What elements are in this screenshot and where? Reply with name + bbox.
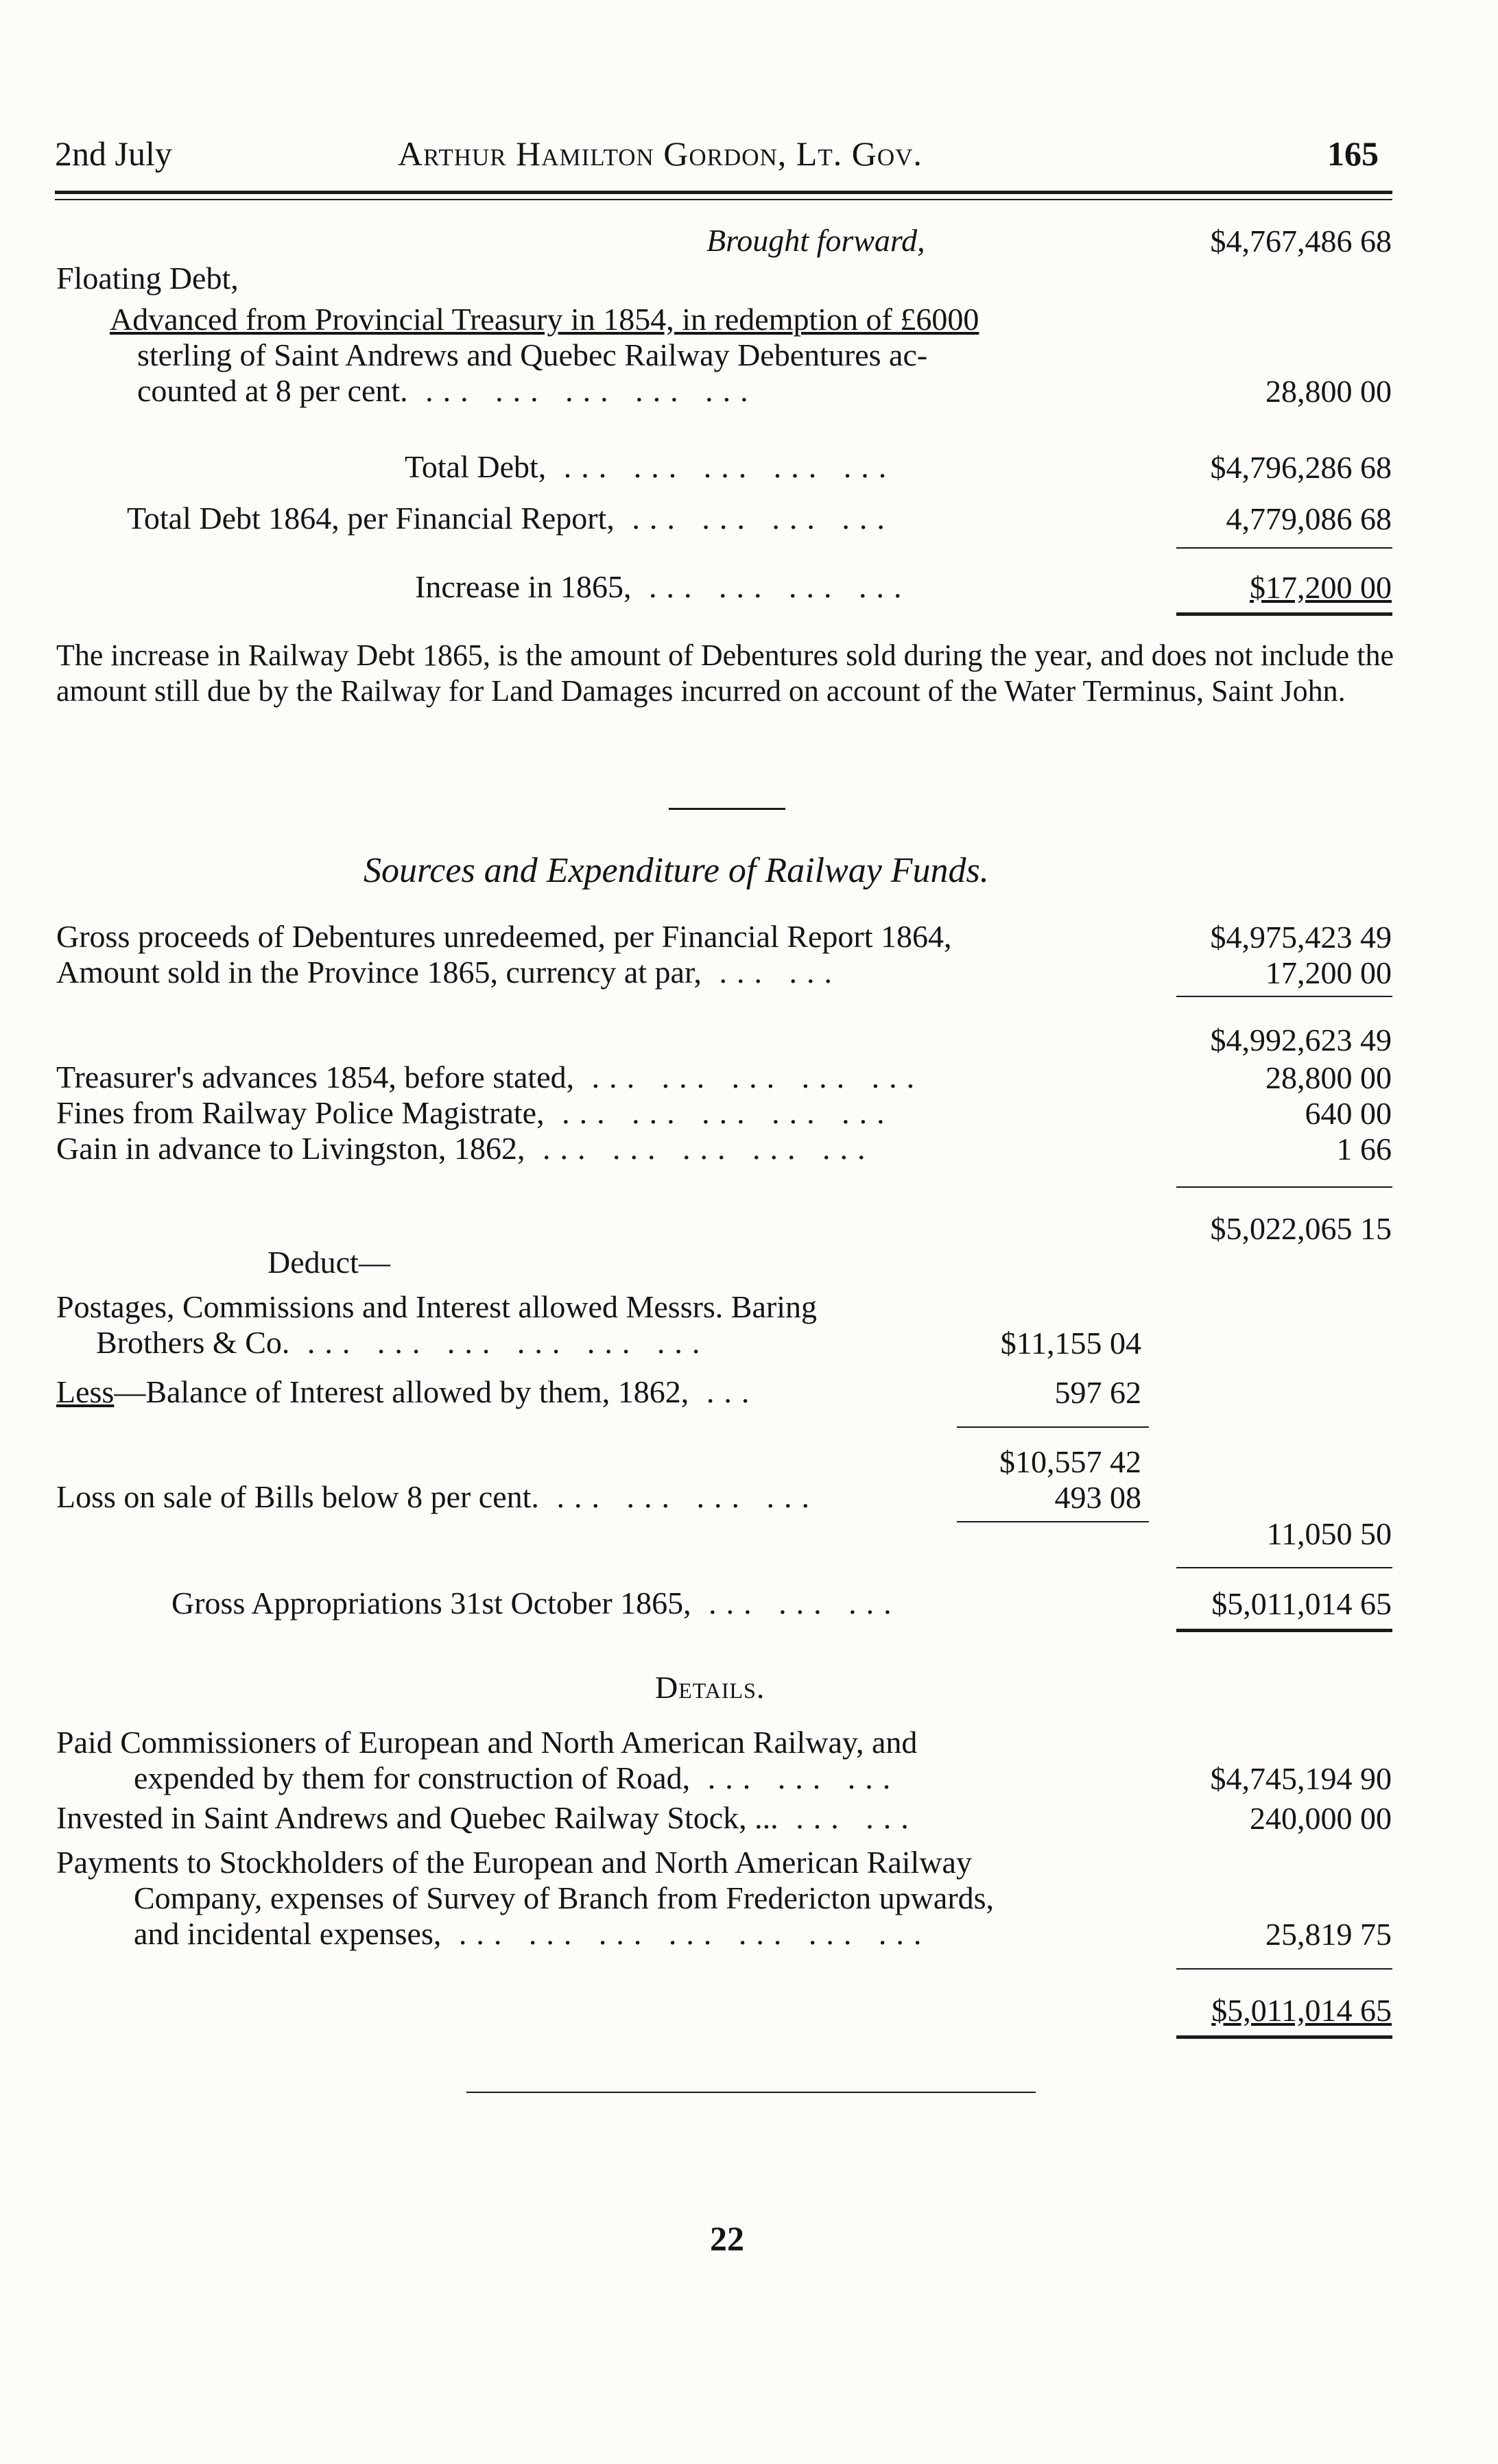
subtotal1-rule bbox=[1176, 996, 1392, 997]
brought-forward-label: Brought forward, bbox=[706, 223, 925, 258]
paid-line1: Paid Commissioners of European and North American Railway, and bbox=[56, 1725, 918, 1760]
loss-amount: 493 08 bbox=[1054, 1480, 1141, 1515]
loss-label: Loss on sale of Bills below 8 per cent. ... ... ... ... bbox=[56, 1479, 819, 1514]
less-label: Less—Balance of Interest allowed by them, 1862, ... bbox=[56, 1374, 759, 1409]
total-debt-label: Total Debt, ... ... ... ... ... bbox=[405, 449, 896, 484]
details-total-amount: $5,011,014 65 bbox=[1211, 1993, 1392, 2028]
header-rule-thin bbox=[55, 199, 1392, 200]
subtotal2-rule bbox=[1176, 1186, 1392, 1188]
page-number-top: 165 bbox=[1327, 134, 1379, 173]
sources-title: Sources and Expenditure of Railway Funds. bbox=[364, 851, 989, 890]
increase-double-rule bbox=[1176, 612, 1392, 616]
advanced-amount: 28,800 00 bbox=[1265, 374, 1392, 409]
deduct-label: Deduct— bbox=[268, 1245, 390, 1280]
floating-debt-label: Floating Debt, bbox=[56, 261, 239, 296]
treasurer-amount: 28,800 00 bbox=[1265, 1060, 1392, 1095]
subtotal2-amount: $5,022,065 15 bbox=[1210, 1211, 1392, 1246]
gross-appropriations-rule bbox=[1176, 1629, 1392, 1632]
loss-rule bbox=[957, 1521, 1149, 1522]
payments-line1: Payments to Stockholders of the European and North American Railway bbox=[56, 1845, 972, 1880]
gross-appropriations-amount: $5,011,014 65 bbox=[1211, 1586, 1392, 1621]
subtotal1-amount: $4,992,623 49 bbox=[1210, 1022, 1392, 1057]
debt-note: The increase in Railway Debt 1865, is the amount of Debentures sold during the year, and does not include the amount still due by the Railway for Land Damages incurred on account of the Water Terminus, Saint John. bbox=[56, 638, 1394, 708]
postages-amount: $11,155 04 bbox=[1000, 1326, 1141, 1361]
postages-line2: Brothers & Co. ... ... ... ... ... ... bbox=[96, 1325, 710, 1360]
payments-line3: and incidental expenses, ... ... ... ... ... ... ... bbox=[134, 1916, 931, 1951]
gross-proceeds-amount: $4,975,423 49 bbox=[1210, 920, 1392, 955]
fines-label: Fines from Railway Police Magistrate, ... ... ... ... ... bbox=[56, 1095, 894, 1130]
gross-proceeds-label: Gross proceeds of Debentures unredeemed, per Financial Report 1864, bbox=[56, 919, 952, 954]
running-title: Arthur Hamilton Gordon, Lt. Gov. bbox=[398, 134, 923, 173]
details-title: Details. bbox=[655, 1670, 765, 1705]
total-debt-1864-label: Total Debt 1864, per Financial Report, ... ... ... ... bbox=[127, 501, 894, 536]
gain-label: Gain in advance to Livingston, 1862, ... ... ... ... ... bbox=[56, 1131, 875, 1166]
fines-amount: 640 00 bbox=[1305, 1096, 1392, 1131]
advanced-line2: sterling of Saint Andrews and Quebec Railway Debentures ac- bbox=[137, 337, 928, 372]
details-double-rule bbox=[1176, 2035, 1392, 2039]
brought-forward-amount: $4,767,486 68 bbox=[1210, 224, 1392, 259]
total-debt-rule bbox=[1176, 547, 1392, 549]
section-divider bbox=[669, 808, 785, 810]
deduct-total-rule bbox=[1176, 1567, 1392, 1568]
net-amount: $10,557 42 bbox=[999, 1444, 1141, 1479]
paid-amount: $4,745,194 90 bbox=[1210, 1761, 1392, 1796]
running-date: 2nd July bbox=[55, 134, 172, 173]
amount-sold-label: Amount sold in the Province 1865, currency at par, ... ... bbox=[56, 955, 842, 990]
payments-amount: 25,819 75 bbox=[1265, 1917, 1392, 1952]
increase-label: Increase in 1865, ... ... ... ... bbox=[415, 569, 912, 604]
total-debt-amount: $4,796,286 68 bbox=[1210, 450, 1392, 485]
invested-amount: 240,000 00 bbox=[1250, 1801, 1392, 1836]
total-debt-1864-amount: 4,779,086 68 bbox=[1226, 501, 1392, 536]
increase-amount: $17,200 00 bbox=[1250, 570, 1392, 605]
deduct-total-amount: 11,050 50 bbox=[1266, 1516, 1392, 1551]
amount-sold-amount: 17,200 00 bbox=[1265, 955, 1392, 990]
gross-appropriations-label: Gross Appropriations 31st October 1865, ... ... ... bbox=[171, 1586, 901, 1620]
advanced-line3: counted at 8 per cent. ... ... ... ... ... bbox=[137, 373, 758, 408]
gain-amount: 1 66 bbox=[1336, 1132, 1392, 1167]
net-rule bbox=[957, 1426, 1149, 1428]
footer-rule bbox=[466, 2092, 1036, 2093]
invested-label: Invested in Saint Andrews and Quebec Railway Stock, ... ... ... bbox=[56, 1800, 918, 1835]
page-number-bottom: 22 bbox=[710, 2219, 744, 2258]
details-total-rule bbox=[1176, 1968, 1392, 1970]
advanced-line1: Advanced from Provincial Treasury in 1854, in redemption of £6000 bbox=[110, 302, 979, 337]
paid-line2: expended by them for construction of Road, ... ... ... bbox=[134, 1760, 901, 1795]
postages-line1: Postages, Commissions and Interest allowed Messrs. Baring bbox=[56, 1289, 818, 1324]
less-amount: 597 62 bbox=[1054, 1375, 1141, 1410]
header-rule bbox=[55, 191, 1392, 194]
treasurer-label: Treasurer's advances 1854, before stated, ... ... ... ... ... bbox=[56, 1060, 925, 1095]
payments-line2: Company, expenses of Survey of Branch from Fredericton upwards, bbox=[134, 1880, 995, 1915]
